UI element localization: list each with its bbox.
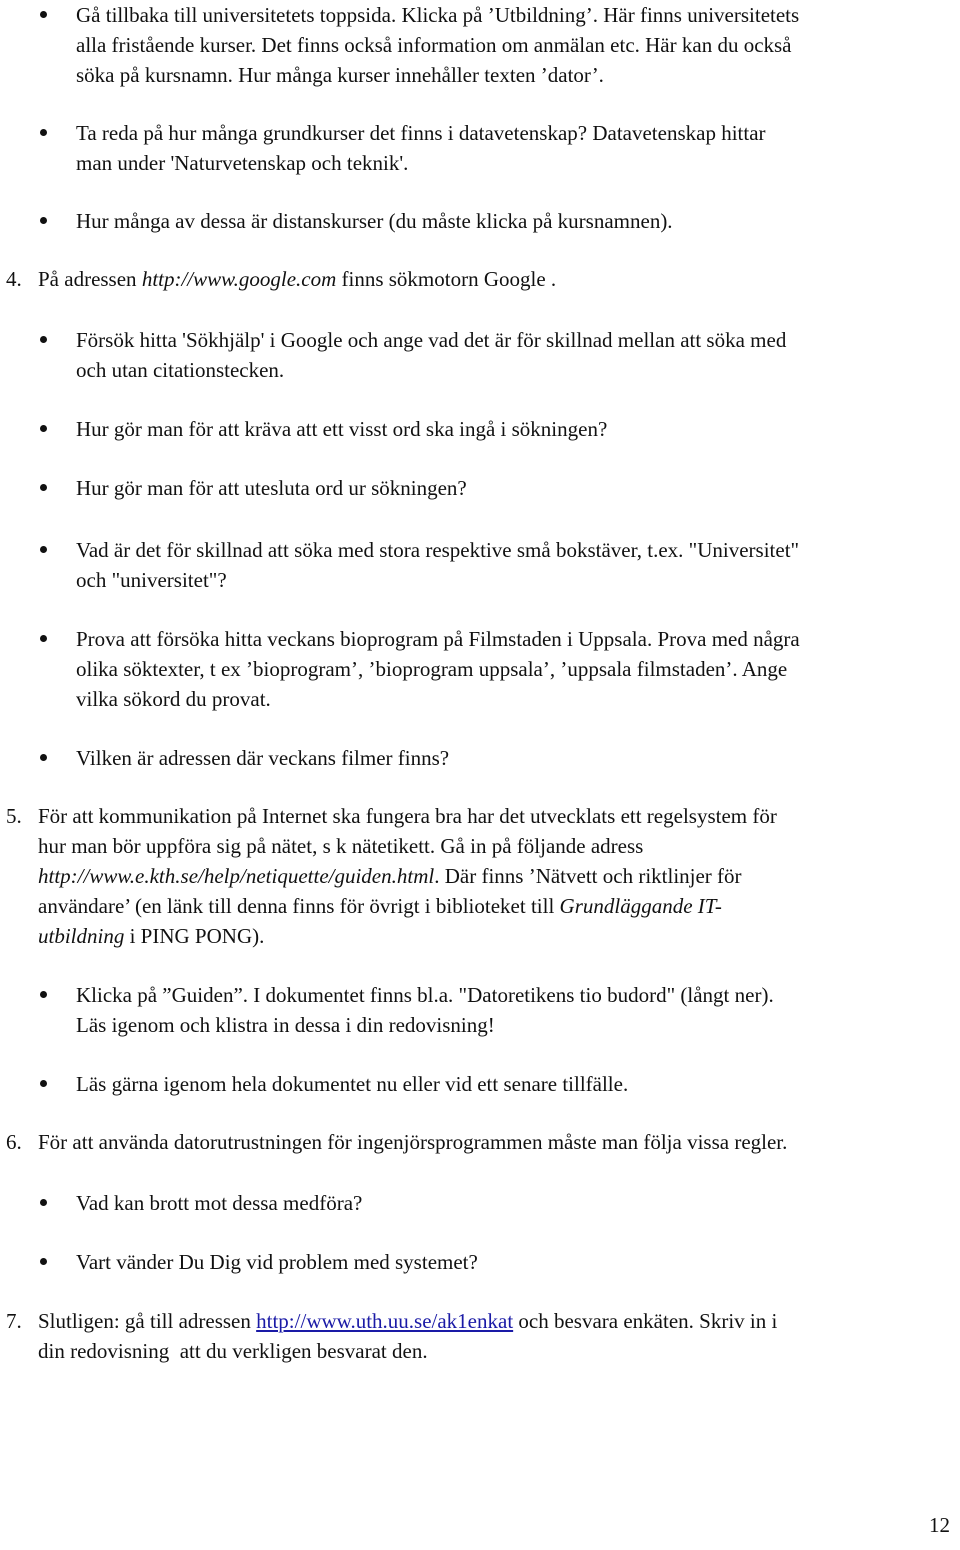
text-span: och besvara enkäten. Skriv in i — [513, 1309, 778, 1333]
text-span: finns sökmotorn Google . — [336, 267, 557, 291]
text-line: Klicka på ”Guiden”. I dokumentet finns bl.a. "Datoretikens tio budord" (långt ner). — [76, 983, 774, 1007]
course-title: utbildning — [38, 924, 125, 948]
list-item — [76, 414, 607, 444]
text-line: och utan citationstecken. — [76, 358, 285, 382]
text-line: Ta reda på hur många grundkurser det finns i datavetenskap? Datavetenskap hittar — [76, 121, 766, 145]
text-line: din redovisning att du verkligen besvarat den. — [38, 1339, 428, 1363]
bullet-icon — [40, 425, 47, 432]
bullet-icon — [40, 336, 47, 343]
text-line: man under 'Naturvetenskap och teknik'. — [76, 151, 409, 175]
list-item — [76, 473, 467, 503]
text-line — [38, 861, 777, 891]
bullet-icon — [40, 1080, 47, 1087]
bullet-icon — [40, 754, 47, 761]
list-item — [76, 118, 766, 178]
text-line: Prova att försöka hitta veckans bioprogram på Filmstaden i Uppsala. Prova med några — [76, 627, 800, 651]
text-span: På adressen — [38, 267, 142, 291]
list-item — [76, 1247, 478, 1277]
text-line: vilka sökord du provat. — [76, 687, 271, 711]
list-item — [76, 1188, 362, 1218]
text-line: alla fristående kurser. Det finns också information om anmälan etc. Här kan du också — [76, 33, 792, 57]
text-line: Försök hitta 'Sökhjälp' i Google och ange vad det är för skillnad mellan att söka med — [76, 328, 787, 352]
text-line: Läs gärna igenom hela dokumentet nu eller vid ett senare tillfälle. — [76, 1072, 629, 1096]
text-line: Vilken är adressen där veckans filmer finns? — [76, 746, 450, 770]
numbered-item — [38, 1127, 787, 1157]
course-title: Grundläggande IT- — [559, 894, 722, 918]
text-span: Slutligen: gå till adressen — [38, 1309, 257, 1333]
text-line: Vart vänder Du Dig vid problem med systemet? — [76, 1250, 478, 1274]
bullet-icon — [40, 484, 47, 491]
bullet-icon — [40, 217, 47, 224]
text-line: Läs igenom och klistra in dessa i din redovisning! — [76, 1013, 495, 1037]
list-item — [76, 743, 449, 773]
list-item — [76, 1069, 628, 1099]
url-text: http://www.google.com — [141, 267, 337, 291]
item-number: 5. — [6, 804, 22, 828]
list-item — [76, 624, 800, 714]
text-line — [38, 921, 777, 951]
item-number: 7. — [6, 1309, 22, 1333]
text-span: användare’ (en länk till denna finns för övrigt i biblioteket till — [38, 894, 560, 918]
text-span: i PING PONG). — [124, 924, 265, 948]
text-line: Hur gör man för att kräva att ett visst ord ska ingå i sökningen? — [76, 417, 608, 441]
list-item — [76, 535, 799, 595]
item-number: 6. — [6, 1130, 22, 1154]
survey-link[interactable]: http://www.uth.uu.se/ak1enkat — [256, 1309, 514, 1333]
numbered-item — [38, 264, 556, 294]
list-item — [76, 0, 799, 90]
bullet-icon — [40, 11, 47, 18]
bullet-icon — [40, 129, 47, 136]
list-item — [76, 206, 673, 236]
text-line: Vad kan brott mot dessa medföra? — [76, 1191, 363, 1215]
numbered-item — [38, 801, 777, 951]
list-item — [76, 980, 774, 1040]
bullet-icon — [40, 1258, 47, 1265]
text-span: . Där finns ’Nätvett och riktlinjer för — [434, 864, 742, 888]
bullet-icon — [40, 1199, 47, 1206]
text-line: Gå tillbaka till universitetets toppsida. Klicka på ’Utbildning’. Här finns universitetets — [76, 3, 800, 27]
text-line: Hur många av dessa är distanskurser (du måste klicka på kursnamnen). — [76, 209, 673, 233]
text-line: hur man bör uppföra sig på nätet, s k nätetikett. Gå in på följande adress — [38, 834, 644, 858]
text-line: Hur gör man för att utesluta ord ur sökningen? — [76, 476, 467, 500]
numbered-item — [38, 1306, 777, 1366]
text-line: söka på kursnamn. Hur många kurser innehåller texten ’dator’. — [76, 63, 604, 87]
text-line: Vad är det för skillnad att söka med stora respektive små bokstäver, t.ex. "Universitet" — [76, 538, 800, 562]
text-line — [38, 1306, 777, 1336]
text-line: olika söktexter, t ex ’bioprogram’, ’bioprogram uppsala’, ’uppsala filmstaden’. Ange — [76, 657, 788, 681]
text-line: För att använda datorutrustningen för ingenjörsprogrammen måste man följa vissa regler. — [38, 1130, 788, 1154]
bullet-icon — [40, 635, 47, 642]
item-number: 4. — [6, 267, 22, 291]
page-number: 12 — [929, 1513, 950, 1537]
bullet-icon — [40, 546, 47, 553]
text-line: och "universitet"? — [76, 568, 227, 592]
bullet-icon — [40, 991, 47, 998]
text-line: För att kommunikation på Internet ska fungera bra har det utvecklats ett regelsystem för — [38, 804, 777, 828]
text-line — [38, 891, 777, 921]
url-text: http://www.e.kth.se/help/netiquette/guiden.html — [38, 864, 435, 888]
list-item — [76, 325, 786, 385]
